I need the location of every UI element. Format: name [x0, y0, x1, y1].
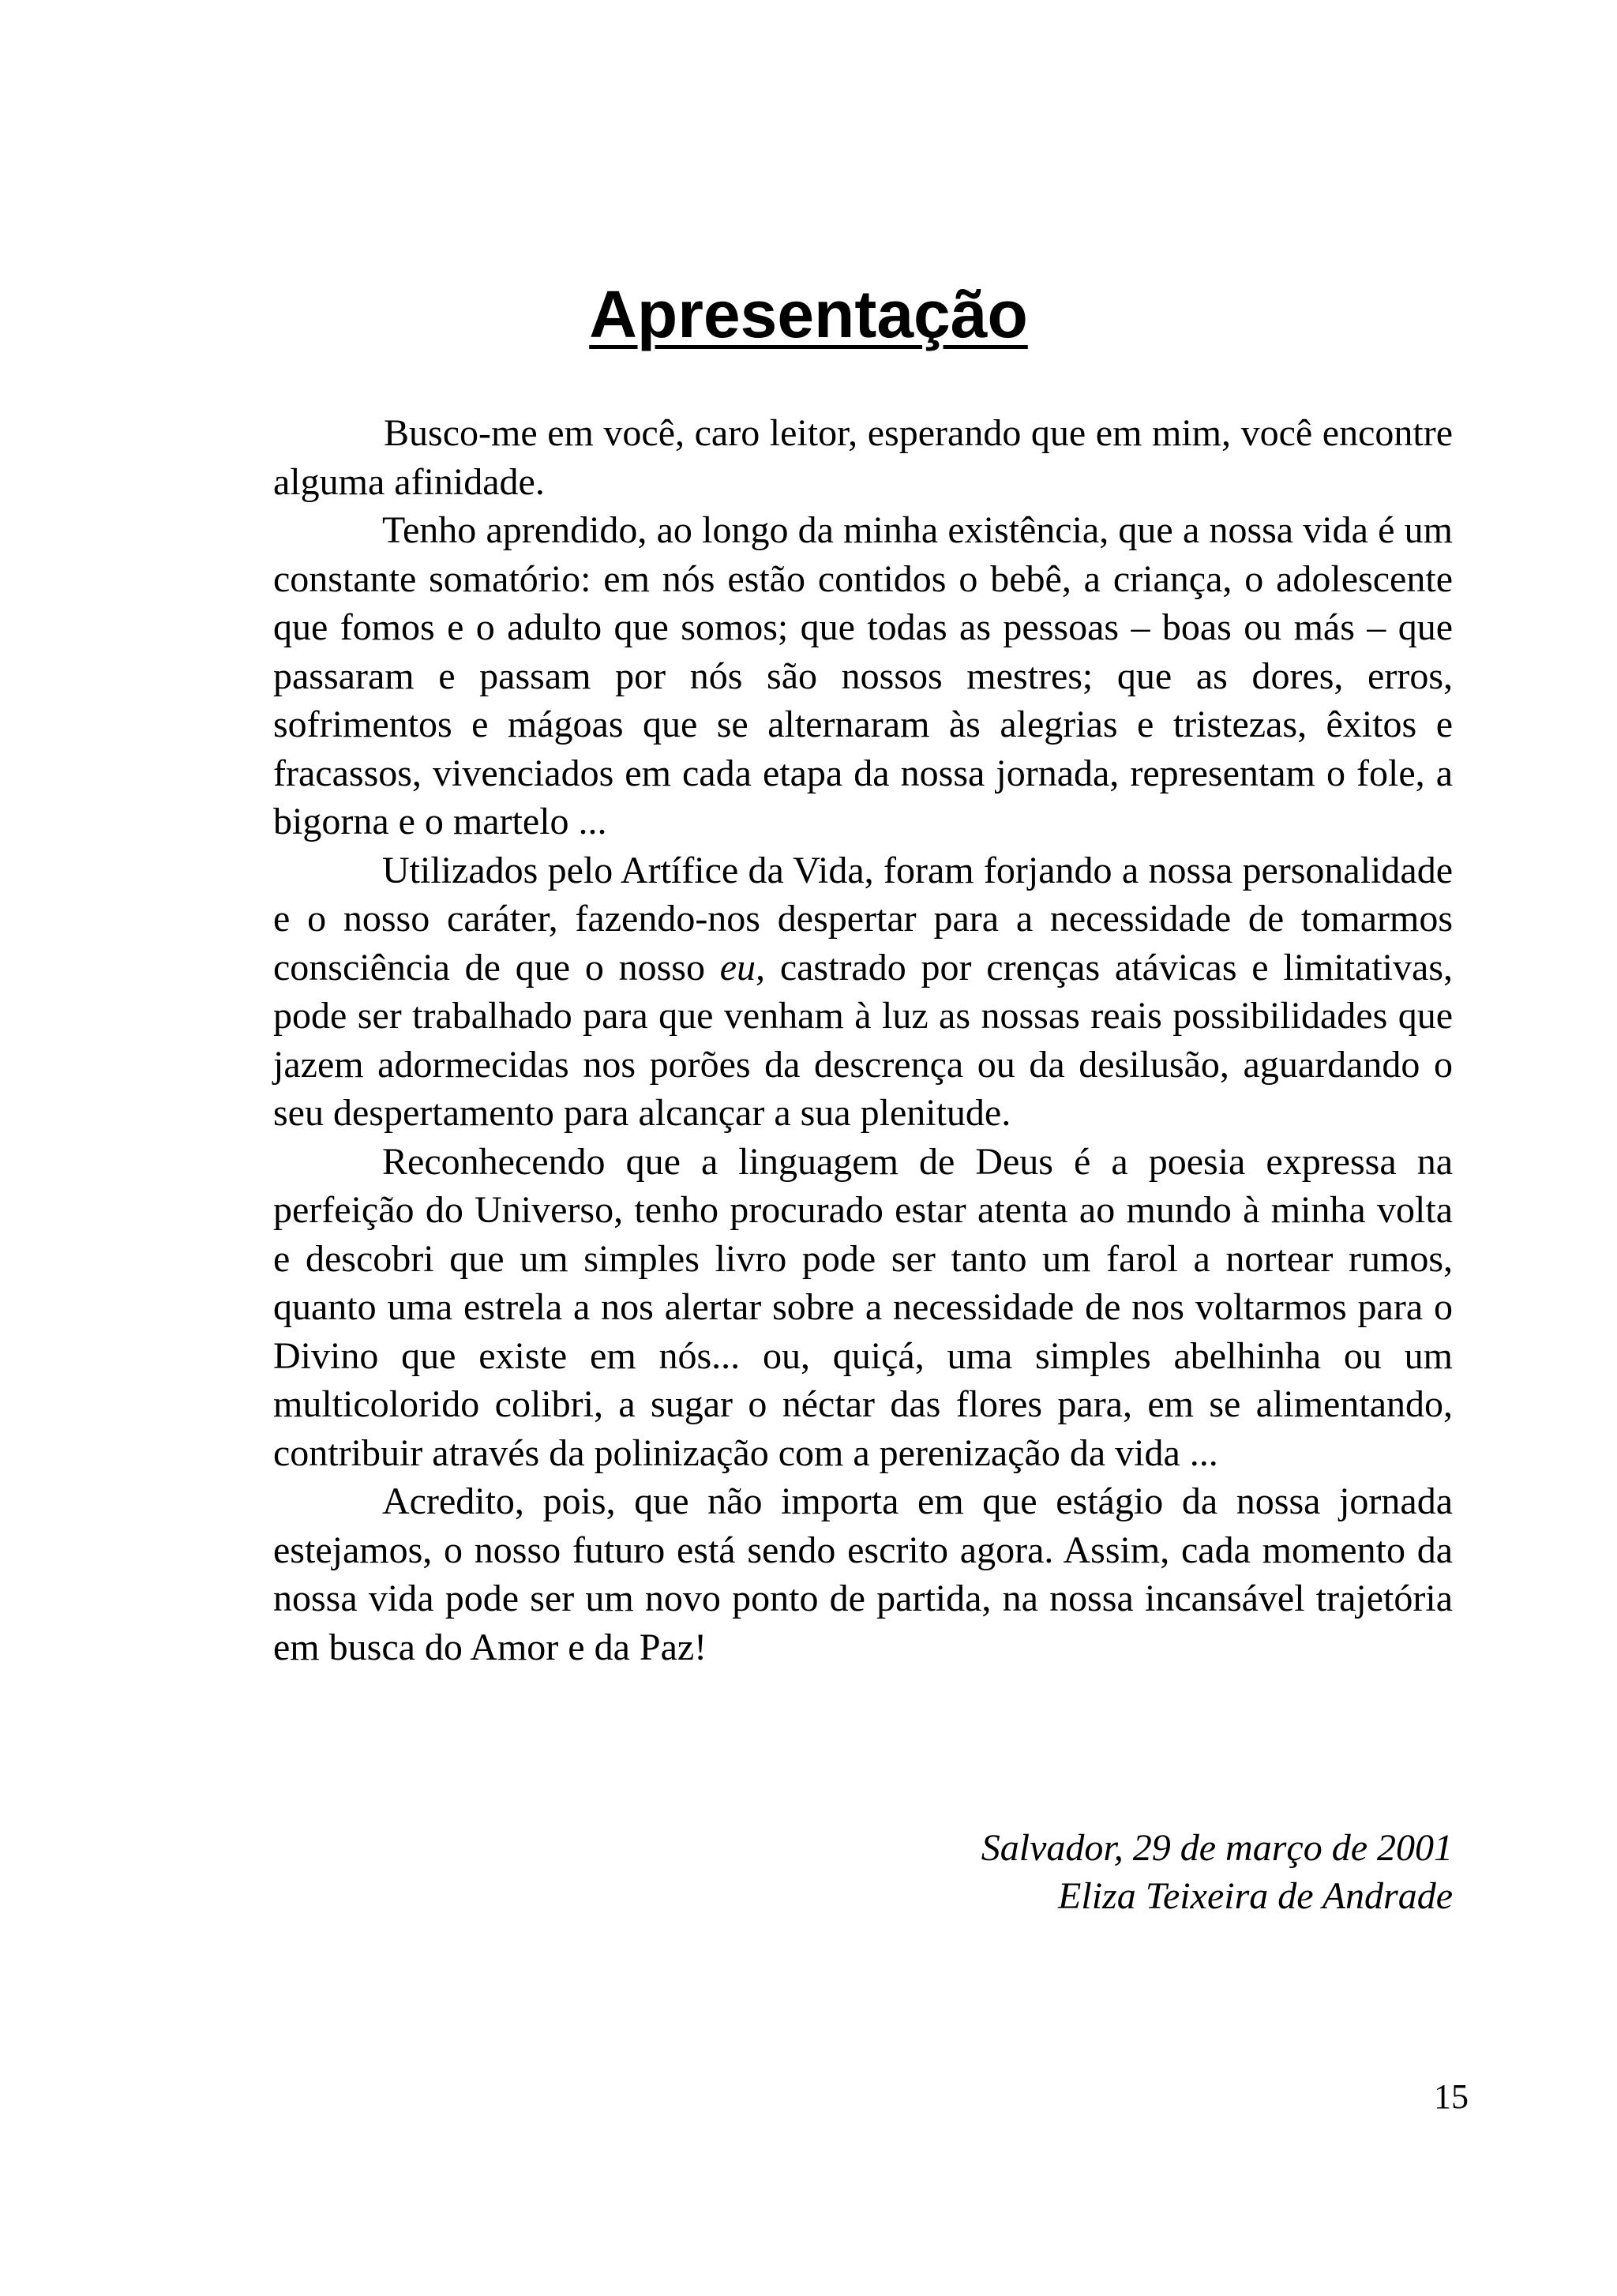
signature-author: Eliza Teixeira de Andrade — [1058, 1875, 1453, 1917]
body-text — [273, 409, 1453, 1671]
page-number: 15 — [1434, 2077, 1469, 2116]
page-title-text: Apresentação — [589, 277, 1028, 351]
paragraph-5: Acredito, pois, que não importa em que estágio da nossa jornada estejamos, o nosso futuro está sendo escrito agora. Assim, cada momento da nossa vida pode ser um novo ponto de partida, na nossa incansável trajetória em busca do Amor e da Paz! — [273, 1480, 1453, 1668]
paragraph-3 — [273, 846, 1453, 1138]
page-title — [0, 275, 1617, 354]
signature-block — [273, 1824, 1453, 1920]
paragraph-4: Reconhecendo que a linguagem de Deus é a poesia expressa na perfeição do Universo, tenho procurado estar atenta ao mundo à minha volta e descobri que um simples livro pode ser tanto um farol a nortear rumos, quanto uma estrela a nos alertar sobre a necessidade de nos voltarmos para o Divino que existe em nós... ou, quiçá, uma simples abelhinha ou um multicolorido colibri, a sugar o néctar das flores para, em se alimentando, contribuir através da polinização com a perenização da vida ... — [273, 1140, 1453, 1474]
paragraph-3-part-2: castrado por crenças atávicas e limitativas, pode ser trabalhado para que venham à luz as nossas reais possibilidades que jazem adormecidas nos porões da descrença ou da desilusão, aguardando o seu despertamento para alcançar a sua plenitude. — [273, 946, 1454, 1134]
signature-place-date: Salvador, 29 de março de 2001 — [981, 1827, 1453, 1869]
paragraph-3-part-1: Utilizados pelo Artífice da Vida, foram forjando a nossa personalidade e o nosso caráter, fazendo-nos despertar para a necessidade de tomarmos consciência de que o nosso — [273, 849, 1453, 989]
paragraph-3-italic-word: eu, — [719, 946, 766, 989]
paragraph-1: Busco-me em você, caro leitor, esperando que em mim, você encontre alguma afinidade. — [273, 412, 1453, 503]
paragraph-2: Tenho aprendido, ao longo da minha existência, que a nossa vida é um constante somatório: em nós estão contidos o bebê, a criança, o adolescente que fomos e o adulto que somos; que todas as pessoas – boas ou más – que passaram e passam por nós são nossos mestres; que as dores, erros, sofrimentos e mágoas que se alternaram às alegrias e tristezas, êxitos e fracassos, vivenciados em cada etapa da nossa jornada, representam o fole, a bigorna e o martelo ... — [273, 509, 1453, 842]
